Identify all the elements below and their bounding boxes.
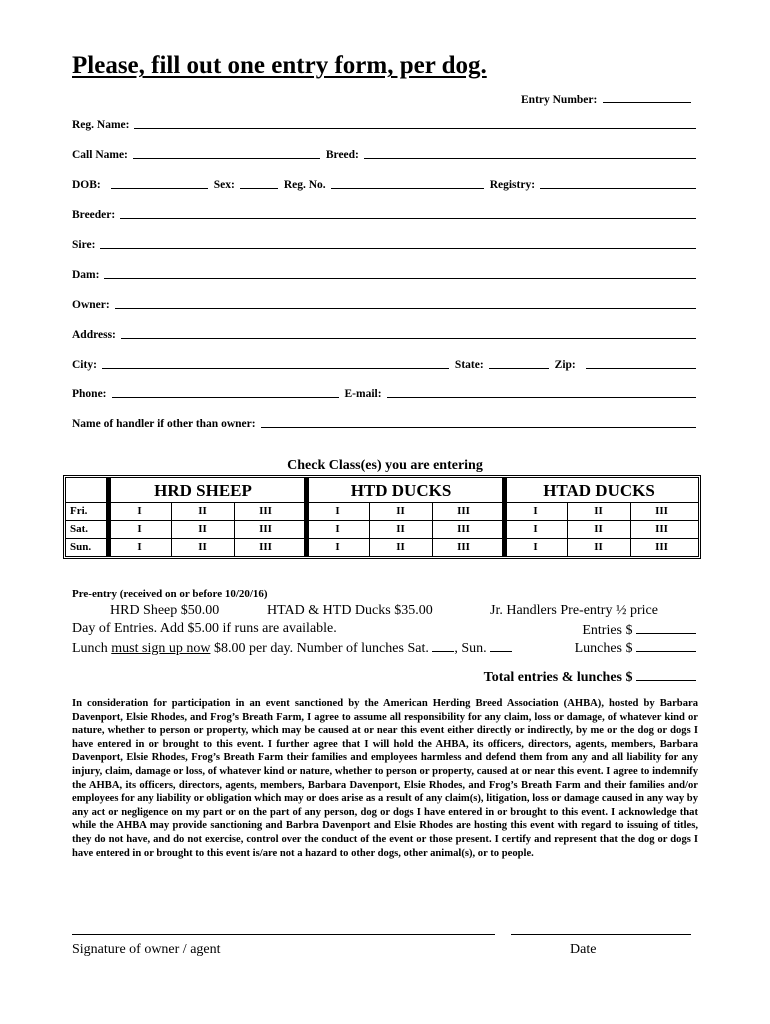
liability-waiver: In consideration for participation in an event sanctioned by the American Herding Breed Association (AHBA), hosted by Barbara Davenport, Elsie Rhodes, and Frog’s Breath Farm, I agree to assume all responsibility for any claim, loss or damage, of whatever kind or nature, whether to person or property, which may be caused at or near this event either directly or indirectly, by me or the dog or dogs I have entered in or brought to this event. I further agree that I will hold the AHBA, its officers, directors, agents, members, Barbara Davenport, Elsie Rhodes, Frog’s Breath Farm their families and employees harmless and defend them from any and all liability for any injury, claim, damage or loss, of whatever kind or nature, whether to person or property, caused at or near this event. I agree to indemnify the AHBA, its officers, directors, agents, members, Barbara Davenport, Elsie Rhodes, and Frog’s Breath Farm and their families and/or employees for any liability or obligation which may or does arise as a result of any claim(s), litigation, loss or damage caused in any way by any act or negligence on my part or on the part of any person, dog or dogs I have entered in or brought to this event. I acknowledge that while the AHBA may provide sanctioning and Barbra Davenport and Elsie Rhodes are hosting this event with regard to issuing of titles, they do not have, and do not exercise, control over the conduct of the event or those present. I certify and represent that the dog or dogs I have entered in or brought to this event is/are not a hazard to other dogs, other animal(s), or to people. (72, 698, 698, 859)
breed-line[interactable] (364, 147, 696, 159)
total-label: Total entries & lunches $ (483, 670, 633, 685)
class-checkbox-htd-ducks-fri-ii[interactable]: II (396, 505, 405, 517)
grand-total[interactable] (484, 668, 696, 686)
dob-line[interactable] (111, 177, 208, 189)
class-checkbox-hrd-sheep-fri-i[interactable]: I (137, 505, 142, 517)
lunch-rest: $8.00 per day. Number of lunches Sat. (210, 641, 433, 656)
owner-line[interactable] (115, 297, 696, 309)
email-line[interactable] (387, 386, 696, 398)
lunch-sun-line[interactable] (490, 639, 512, 652)
lunch-sun: , Sun. (454, 641, 491, 656)
class-checkbox-htd-ducks-sun-iii[interactable]: III (457, 541, 470, 553)
day-label-fri: Fri. (70, 505, 88, 517)
class-checkbox-htad-ducks-sun-iii[interactable]: III (655, 541, 668, 553)
handler-row[interactable] (72, 415, 696, 431)
phone-line[interactable] (112, 386, 339, 398)
class-checkbox-htad-ducks-fri-ii[interactable]: II (594, 505, 603, 517)
entry-number-label: Entry Number: (521, 94, 598, 106)
zip-label: Zip: (554, 359, 576, 371)
reg-name-row[interactable] (72, 116, 696, 132)
lunch-sat-line[interactable] (432, 639, 454, 652)
entries-total[interactable] (582, 621, 696, 639)
registry-label: Registry: (489, 179, 536, 191)
class-checkbox-hrd-sheep-fri-iii[interactable]: III (259, 505, 272, 517)
address-label: Address: (72, 329, 116, 341)
call-name-row[interactable] (72, 146, 696, 162)
breed-label: Breed: (325, 149, 359, 161)
reg-no-line[interactable] (331, 177, 484, 189)
state-line[interactable] (489, 357, 549, 369)
lunch-line (72, 639, 512, 657)
lunches-label: Lunches $ (574, 641, 633, 656)
signature-label: Signature of owner / agent (72, 942, 221, 957)
price-hrd-sheep: HRD Sheep $50.00 (110, 603, 220, 618)
price-jr-handlers: Jr. Handlers Pre-entry ½ price (490, 603, 658, 618)
class-checkbox-htd-ducks-sat-iii[interactable]: III (457, 523, 470, 535)
class-header-hrd-sheep: HRD SHEEP (154, 481, 252, 500)
entries-label: Entries $ (582, 623, 633, 638)
registry-line[interactable] (540, 177, 696, 189)
phone-row[interactable] (72, 385, 696, 401)
lunches-line[interactable] (636, 639, 696, 652)
city-label: City: (72, 359, 97, 371)
dam-row[interactable] (72, 266, 696, 282)
reg-name-label: Reg. Name: (72, 119, 130, 131)
sire-line[interactable] (100, 237, 696, 249)
class-checkbox-htad-ducks-sat-i[interactable]: I (533, 523, 538, 535)
form-title: Please, fill out one entry form, per dog. (72, 52, 487, 79)
owner-row[interactable] (72, 296, 696, 312)
call-name-label: Call Name: (72, 149, 128, 161)
sex-label: Sex: (213, 179, 235, 191)
sex-line[interactable] (240, 177, 278, 189)
class-checkbox-htd-ducks-sat-i[interactable]: I (335, 523, 340, 535)
phone-label: Phone: (72, 388, 107, 400)
class-checkbox-htad-ducks-sun-i[interactable]: I (533, 541, 538, 553)
pre-entry-note: Pre-entry (received on or before 10/20/16) (72, 588, 268, 600)
sire-row[interactable] (72, 236, 696, 252)
lunch-must: must sign up now (111, 641, 211, 656)
class-checkbox-hrd-sheep-sat-i[interactable]: I (137, 523, 142, 535)
city-row[interactable] (72, 356, 696, 372)
address-row[interactable] (72, 326, 696, 342)
class-checkbox-htd-ducks-sun-ii[interactable]: II (396, 541, 405, 553)
class-checkbox-htad-ducks-sun-ii[interactable]: II (594, 541, 603, 553)
class-checkbox-hrd-sheep-fri-ii[interactable]: II (198, 505, 207, 517)
class-checkbox-htd-ducks-sat-ii[interactable]: II (396, 523, 405, 535)
date-line[interactable] (511, 934, 691, 935)
class-checkbox-htad-ducks-sat-iii[interactable]: III (655, 523, 668, 535)
dam-label: Dam: (72, 269, 100, 281)
reg-name-line[interactable] (134, 117, 696, 129)
class-checkbox-htd-ducks-fri-iii[interactable]: III (457, 505, 470, 517)
day-label-sun: Sun. (70, 541, 92, 553)
zip-line[interactable] (586, 357, 696, 369)
class-checkbox-htd-ducks-fri-i[interactable]: I (335, 505, 340, 517)
entry-number-line[interactable] (603, 91, 691, 103)
address-line[interactable] (121, 327, 696, 339)
sire-label: Sire: (72, 239, 96, 251)
class-checkbox-hrd-sheep-sun-i[interactable]: I (137, 541, 142, 553)
class-checkbox-htad-ducks-fri-iii[interactable]: III (655, 505, 668, 517)
class-header-htad-ducks: HTAD DUCKS (543, 481, 655, 500)
dam-line[interactable] (104, 267, 696, 279)
signature-line[interactable] (72, 934, 495, 935)
entries-line[interactable] (636, 621, 696, 634)
breeder-label: Breeder: (72, 209, 116, 221)
dob-row[interactable] (72, 176, 696, 192)
lunches-total[interactable] (575, 639, 696, 657)
handler-line[interactable] (261, 416, 696, 428)
city-line[interactable] (102, 357, 449, 369)
owner-label: Owner: (72, 299, 110, 311)
class-checkbox-hrd-sheep-sun-ii[interactable]: II (198, 541, 207, 553)
class-checkbox-hrd-sheep-sun-iii[interactable]: III (259, 541, 272, 553)
classes-title: Check Class(es) you are entering (287, 458, 483, 473)
day-of-entries: Day of Entries. Add $5.00 if runs are available. (72, 621, 337, 636)
breeder-row[interactable] (72, 206, 696, 222)
classes-table (63, 475, 701, 559)
class-checkbox-hrd-sheep-sat-iii[interactable]: III (259, 523, 272, 535)
breeder-line[interactable] (120, 207, 696, 219)
date-label: Date (570, 942, 597, 957)
class-checkbox-htad-ducks-fri-i[interactable]: I (533, 505, 538, 517)
class-header-htd-ducks: HTD DUCKS (350, 481, 452, 500)
entry-number-field[interactable] (521, 90, 691, 106)
class-checkbox-hrd-sheep-sat-ii[interactable]: II (198, 523, 207, 535)
class-checkbox-htd-ducks-sun-i[interactable]: I (335, 541, 340, 553)
email-label: E-mail: (344, 388, 382, 400)
price-htad-htd: HTAD & HTD Ducks $35.00 (267, 603, 433, 618)
dob-label: DOB: (72, 179, 101, 191)
call-name-line[interactable] (133, 147, 320, 159)
reg-no-label: Reg. No. (283, 179, 326, 191)
class-checkbox-htad-ducks-sat-ii[interactable]: II (594, 523, 603, 535)
state-label: State: (454, 359, 484, 371)
day-label-sat: Sat. (70, 523, 89, 535)
handler-label: Name of handler if other than owner: (72, 418, 256, 430)
lunch-prefix: Lunch (72, 641, 112, 656)
total-line[interactable] (636, 668, 696, 681)
